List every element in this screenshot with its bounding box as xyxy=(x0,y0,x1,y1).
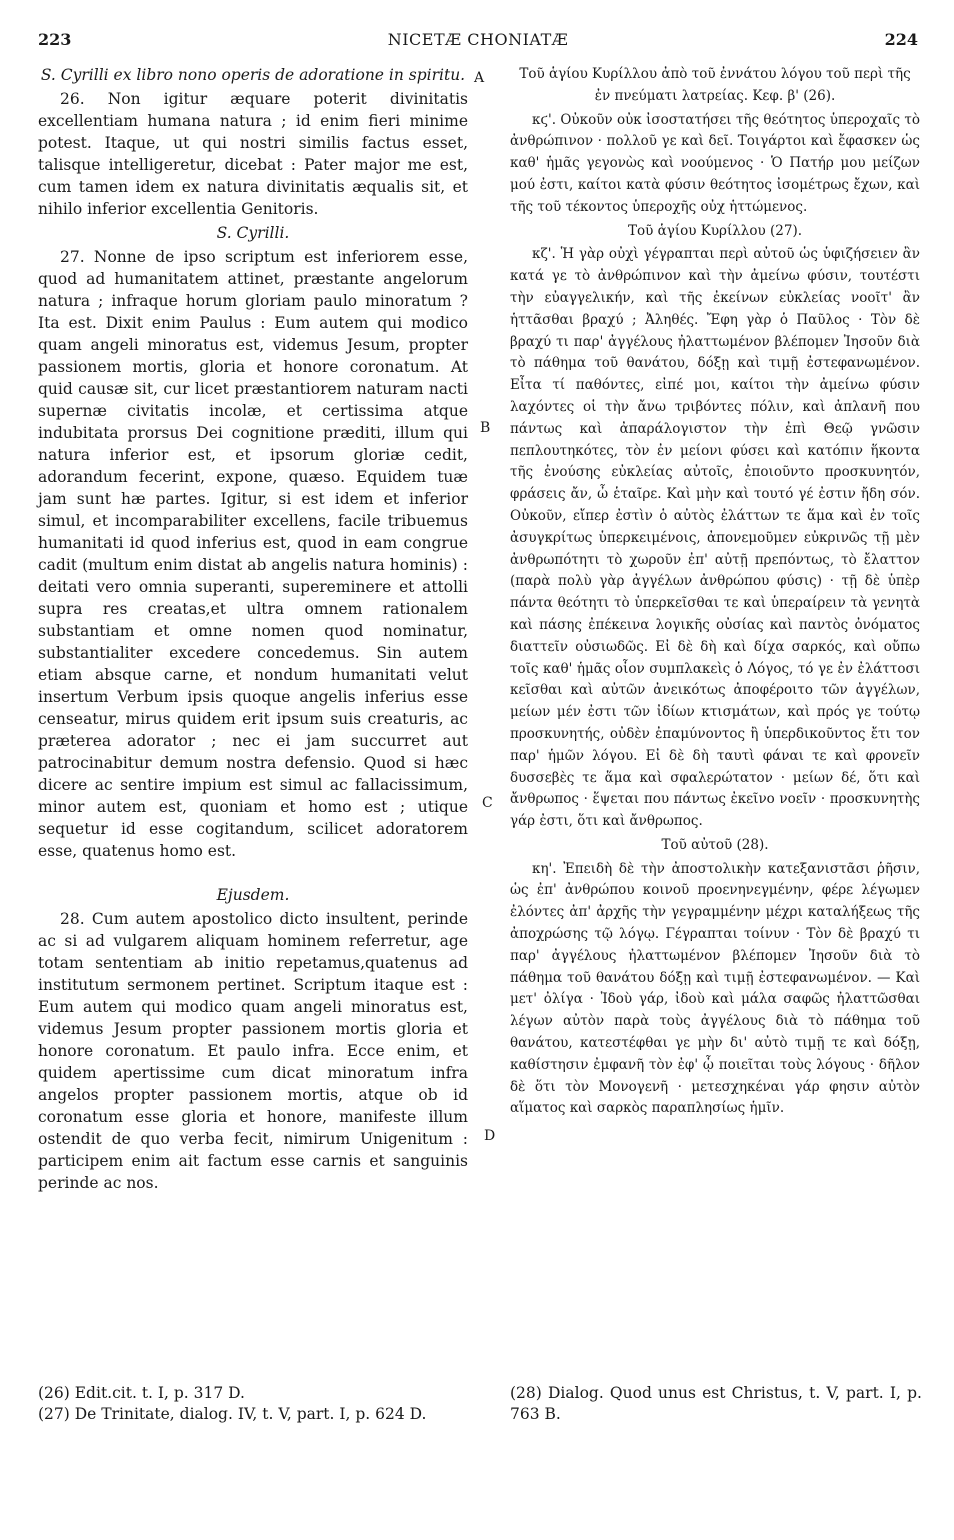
greek-section-title-27: Τοῦ ἁγίου Κυρίλλου (27). xyxy=(628,222,802,239)
greek-section-title-26: Τοῦ ἁγίου Κυρίλλου ἀπὸ τοῦ ἐννάτου λόγου τοῦ περὶ τῆς ἐν πνεύματι λατρείας. Κεφ. β' (26). xyxy=(519,66,911,104)
footnotes-left xyxy=(38,1383,468,1425)
page-number-right: 224 xyxy=(884,30,918,49)
page-number-left: 223 xyxy=(38,30,72,49)
latin-section-title-26: S. Cyrilli ex libro nono operis de adoratione in spiritu. xyxy=(40,66,466,84)
greek-paragraph-27: κζ'. Ἡ γὰρ οὐχὶ γέγραπται περὶ αὐτοῦ ὡς ὑφιζήσειεν ἂν κατά γε τὸ ἀνθρώπινον καὶ τὴν ἀμείνω φύσιν, τουτέστι τὴν εὐαγγελικήν, καὶ τῆς ἐκείνων εὐκλείας νοοῖτ' ἂν ἡττᾶσθαι βραχύ ; Ἀληθές. Ἔφη γὰρ ὁ Παῦλος · Τὸν δὲ βραχύ τι παρ' ἀγγέλους ἠλαττωμένον βλέπομεν Ἰησοῦν διὰ τὸ πάθημα τοῦ θανάτου, δόξῃ καὶ τιμῇ ἐστεφανωμένον. Εἶτα τί παθόντες, εἰπέ μοι, καίτοι τὴν ἀμείνω φύσιν λαχόντες οἱ τὴν ἄνω τριβόντες πόλιν, καὶ ἀπλανῆ που πάντως καὶ ἀπαράλογιστον τὴν ἐπὶ Θεῷ γνῶσιν πεπλουτηκότες, τὸν ἐν μείονι φύσει καὶ κατόπιν ἥκοντα τῆς ἐνούσης εὐκλείας αὐτοῖς, ἐποιοῦντο προσκυνητόν, φράσεις ἄν, ὦ ἑταῖρε. Καὶ μὴν καὶ τουτό γέ ἐστιν ἤδη σόν. Οὐκοῦν, εἴπερ ἐστὶν ὁ αὐτὸς ἐλάττων τε ἅμα καὶ ἐν τοῖς ἀσυγκρίτως ὑπερκειμένοις, ἀπονεμοῦμεν εὐκρινῶς τῇ μὲν ἀνθρωπότητι τὸ χωροῦν ἐπ' αὐτῇ πρεπόντως, τὸ ἔλαττον (παρὰ πολὺ γὰρ ἀγγέλων ἀνθρώπου φύσις) · τῇ δὲ ὑπὲρ πάντα θεότητι τὸ ὑπερκεῖσθαι τε καὶ ὑπεραίρειν τὰ γενητὰ καὶ πάσης ἐπέκεινα λογικῆς οὐσίας καὶ παντὸς ὀνόματος διαττεῖν οὐσιωδῶς. Εἰ δὲ δὴ καὶ δίχα σαρκός, καὶ οὔπω τοῖς καθ' ἡμᾶς οἷον συμπλακεὶς ὁ Λόγος, τό γε ἐν ἐλάττοσι κεῖσθαι καὶ αὐτῶν ἀνεικότως ἀποφέροιτο τῶν ἀγγέλων, μείων μέν ἐστι τῶν ἰδίων κτισμάτων, καὶ πρός γε τούτῳ προσκυνητής, οὐδὲν ἐπαμύνοντος ἢ ὑπερδικοῦντος ἔτι τον παρ' ἡμῶν λόγου. Εἰ δὲ δὴ ταυτὶ φάναι τε καὶ φρονεῖν δυσσεβὲς τε ἅμα καὶ σφαλερώτατον · μείων δέ, ὅτι καὶ ἄνθρωπος · ἕψεται που πάντως ἐκεῖνο νοεῖν · προσκυνητὴς γάρ ἐστι, ὅτι καὶ ἄνθρωπος. xyxy=(510,246,920,830)
footnote-26: (26) Edit.cit. t. I, p. 317 D. xyxy=(38,1384,245,1402)
latin-paragraph-28: 28. Cum autem apostolico dicto insultent, perinde ac si ad vulgarem aliquam hominem referretur, age totam sententiam ab initio repetamus,quatenus ad institutum sermonem pertinet. Scriptum itaque est : Eum autem qui modico quam angeli minoratus est, videmus Jesum propter passionem mortis gloria et honore coronatum. Et paulo infra. Ecce enim, et quidem apertissime cum dicat minoratum infra angelos propter passionem mortis, atque ob id coronatum esse gloria et honore, manifeste illum ostendit de quo verba fecit, nimirum Unigenitum : participem enim ait factum esse carnis et sanguinis perinde ac nos. xyxy=(38,910,468,1192)
running-title: NICETÆ CHONIATÆ xyxy=(387,30,569,49)
footnote-27: (27) De Trinitate, dialog. IV, t. V, part. I, p. 624 D. xyxy=(38,1405,427,1423)
latin-column xyxy=(38,64,468,1194)
greek-paragraph-26: κϛ'. Οὐκοῦν οὐκ ἰσοστατήσει τῆς θεότητος ὑπεροχαῖς τὸ ἀνθρώπινον · πολλοῦ γε καὶ δεῖ. Τοιγάρτοι καὶ ἔφασκεν ὡς καθ' ἡμᾶς γεγονὼς καὶ νοούμενος · Ὁ Πατήρ μου μείζων μού ἐστι, καίτοι κατὰ φύσιν θεότητος ἰσομέτρως ἔχων, καὶ τῆς τοῦ τέκοντος ὑπεροχῆς οὐχ ἡττώμενος. xyxy=(510,111,920,215)
greek-column xyxy=(510,64,920,1120)
margin-letter-c: C xyxy=(482,795,493,811)
margin-letter-b: B xyxy=(480,420,491,436)
footnote-28: (28) Dialog. Quod unus est Christus, t. V, part. I, p. 763 B. xyxy=(510,1384,922,1423)
footnotes-right xyxy=(510,1383,922,1425)
latin-paragraph-27: 27. Nonne de ipso scriptum est inferiorem esse, quod ad humanitatem attinet, præstante angelorum natura ; infraque horum gloriam paulo minoratum ? Ita est. Dixit enim Paulus : Eum autem qui modico quam angeli minoratus est, videmus Jesum, propter passionem mortis, gloria et honore coronatum. At quid causæ sit, cur licet præstantiorem naturam nacti supernæ civitatis incolæ, et certissima atque indubitata prorsus Dei cognitione præditi, illum qui natura inferior est, et ipsorum gloriæ cedit, adorandum fecerint, expone, quæso. Equidem tuæ jam sunt hæ partes. Igitur, si est idem et inferior simul, et incomparabiliter excellens, facile tribuemus humanitati id quod inferius est, quod in eam congrue cadit (multum enim distat ab angelis natura hominis) : deitati vero omnia superanti, supereminere et attolli supra res creatas,et ultra omnem rationalem substantiam et omne nomen quod nominatur, substantialiter excedere concedemus. Sin autem etiam absque carne, et nondum humanitati velut insertum Verbum ipsis quoque angelis inferius esse censeatur, mirus quidem erit ipsum suis creaturis, ac præterea adorator ; nec ei jam succurret aut patrocinabitur demum nostra defensio. Quod si hæc dicere ac sentire impium est simul ac fallacissimum, minor autem est, quoniam et homo est ; utique sequetur id esse cogitandum, scilicet adoratorem esse, quatenus homo est. xyxy=(38,248,468,860)
greek-section-title-28: Τοῦ αὐτοῦ (28). xyxy=(661,836,769,853)
margin-letter-a: A xyxy=(474,70,485,86)
greek-paragraph-28: κη'. Ἐπειδὴ δὲ τὴν ἀποστολικὴν κατεξανιστᾶσι ῥῆσιν, ὡς ἐπ' ἀνθρώπου κοινοῦ προενηνεγμένην, φέρε λέγωμεν ἐλόντες ἀπ' ἀρχῆς τὴν γεγραμμένην μέχρι καταλήξεως τῆς ἀποχρώσης τῷ λόγῳ. Γέγραπται τοίνυν · Τὸν δὲ βραχύ τι παρ' ἀγγέλους ἠλαττωμένον βλέπομεν Ἰησοῦν διὰ τὸ πάθημα τοῦ θανάτου δόξῃ καὶ τιμῇ ἐστεφανωμένον. — Καὶ μετ' ὀλίγα · Ἰδοὺ γάρ, ἰδοὺ καὶ μάλα σαφῶς ἠλαττῶσθαι λέγων αὐτὸν παρὰ τοὺς ἀγγέλους διὰ τὸ πάθημα τοῦ θανάτου, κατεστέφθαι γε μὴν δι' αὐτὸ τιμῇ τε καὶ δόξῃ, καθίστησιν ἐμφανῆ τὸν ἐφ' ᾧ ποιεῖται τοὺς λόγους · δῆλον δὲ ὅτι τὸν Μονογενῆ · μετεσχηκέναι γάρ φησιν αὐτὸν αἵματος καὶ σαρκὸς παραπλησίως ἡμῖν. xyxy=(510,860,920,1117)
page-header xyxy=(38,30,918,60)
latin-paragraph-26: 26. Non igitur æquare poterit divinitatis excellentiam humana natura ; id enim fieri minime potest. Itaque, ut qui nostri similis factus esset, talisque intelligeretur, dicebat : Pater major me est, cum tamen idem ex natura divinitatis æqualis sit, et nihilo inferior excellentia Genitoris. xyxy=(38,90,468,218)
margin-letter-d: D xyxy=(484,1128,496,1144)
latin-section-title-27: S. Cyrilli. xyxy=(216,224,290,242)
latin-section-title-28: Ejusdem. xyxy=(216,886,290,904)
